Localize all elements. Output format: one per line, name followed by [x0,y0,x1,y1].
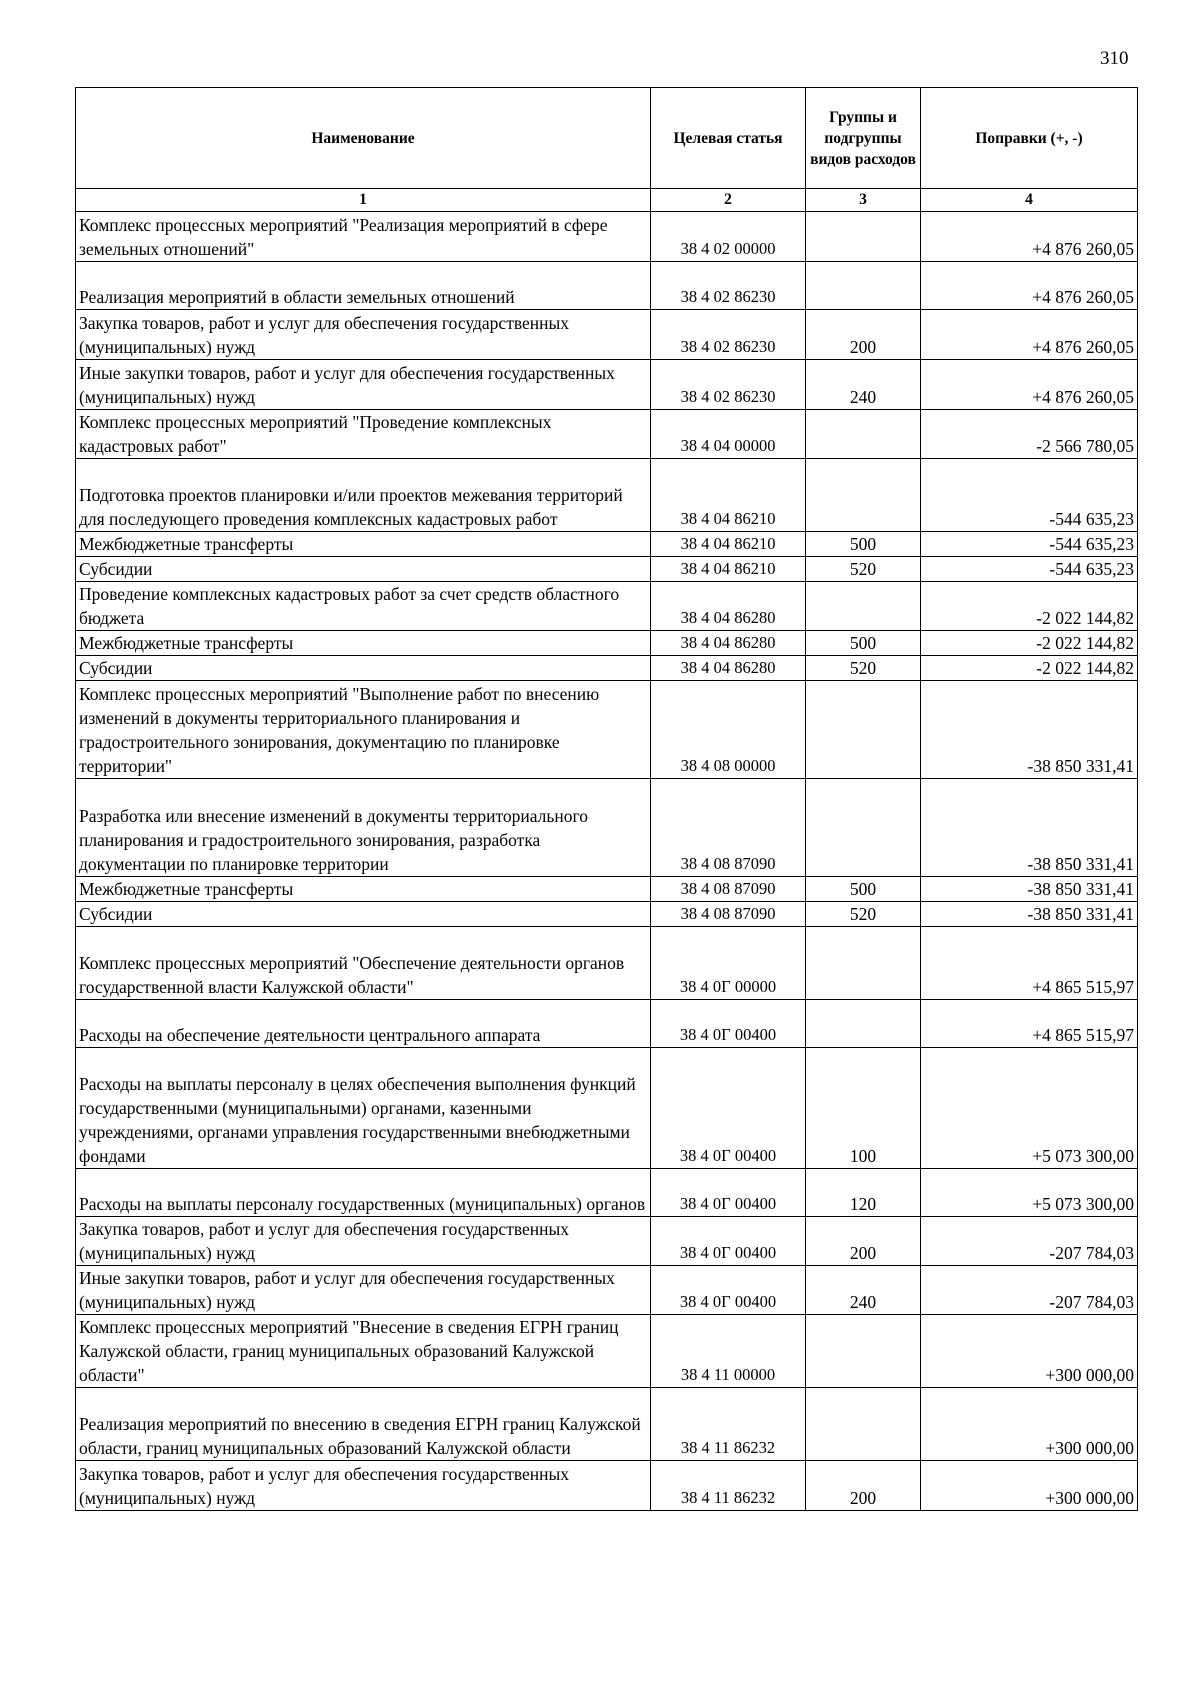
table-row [76,1217,1138,1266]
row-expense-group [806,681,921,779]
table-row [76,902,1138,927]
budget-amendments-table [75,87,1138,1511]
row-name: Субсидии [76,902,651,927]
row-amount: -544 635,23 [921,459,1138,532]
row-name: Реализация мероприятий по внесению в сведения ЕГРН границ Калужской области, границ муниципальных образований Калужской области [76,1388,651,1461]
row-amount: -38 850 331,41 [921,779,1138,877]
row-target-code: 38 4 08 87090 [651,902,806,927]
table-row [76,360,1138,410]
header-group: Группы и подгруппы видов расходов [806,88,921,189]
row-target-code: 38 4 11 00000 [651,1315,806,1388]
row-name: Разработка или внесение изменений в документы территориального планирования и градостроительного зонирования, разработка документации по планировке территории [76,779,651,877]
table-row [76,1461,1138,1511]
column-number: 1 [76,189,651,212]
row-amount: -2 022 144,82 [921,656,1138,681]
table-row [76,212,1138,262]
row-amount: -38 850 331,41 [921,681,1138,779]
row-amount: -207 784,03 [921,1266,1138,1315]
row-amount: -38 850 331,41 [921,877,1138,902]
table-row [76,459,1138,532]
table-row [76,1266,1138,1315]
page-number: 310 [1100,48,1129,69]
row-name: Межбюджетные трансферты [76,631,651,656]
row-name: Комплекс процессных мероприятий "Выполнение работ по внесению изменений в документы территориального планирования и градостроительного зонирования, документацию по планировке территории" [76,681,651,779]
row-target-code: 38 4 04 86210 [651,557,806,582]
row-expense-group: 500 [806,631,921,656]
column-number: 4 [921,189,1138,212]
table-row [76,1000,1138,1048]
row-expense-group [806,927,921,1000]
row-expense-group: 200 [806,1461,921,1511]
row-name: Расходы на выплаты персоналу в целях обеспечения выполнения функций государственными (муниципальными) органами, казенными учреждениями, органами управления государственными внебюджетными фондами [76,1048,651,1169]
row-expense-group [806,262,921,310]
row-target-code: 38 4 08 87090 [651,877,806,902]
row-expense-group: 240 [806,360,921,410]
row-amount: +300 000,00 [921,1461,1138,1511]
row-name: Иные закупки товаров, работ и услуг для обеспечения государственных (муниципальных) нужд [76,1266,651,1315]
row-target-code: 38 4 02 86230 [651,360,806,410]
row-expense-group: 500 [806,532,921,557]
row-expense-group [806,779,921,877]
row-target-code: 38 4 11 86232 [651,1388,806,1461]
row-name: Расходы на выплаты персоналу государственных (муниципальных) органов [76,1169,651,1217]
column-number: 2 [651,189,806,212]
row-expense-group [806,410,921,459]
row-expense-group [806,1388,921,1461]
row-amount: +4 876 260,05 [921,310,1138,360]
column-number-row [76,189,1138,212]
table-row [76,656,1138,681]
row-name: Субсидии [76,656,651,681]
row-amount: +4 865 515,97 [921,1000,1138,1048]
table-row [76,557,1138,582]
row-amount: +300 000,00 [921,1315,1138,1388]
row-target-code: 38 4 0Г 00400 [651,1217,806,1266]
row-name: Комплекс процессных мероприятий "Внесение в сведения ЕГРН границ Калужской области, границ муниципальных образований Калужской области" [76,1315,651,1388]
row-name: Межбюджетные трансферты [76,532,651,557]
row-expense-group [806,582,921,631]
row-name: Субсидии [76,557,651,582]
row-amount: -207 784,03 [921,1217,1138,1266]
row-target-code: 38 4 02 86230 [651,310,806,360]
table-row [76,779,1138,877]
row-target-code: 38 4 11 86232 [651,1461,806,1511]
row-name: Проведение комплексных кадастровых работ за счет средств областного бюджета [76,582,651,631]
table-row [76,927,1138,1000]
table-row [76,1169,1138,1217]
row-expense-group: 100 [806,1048,921,1169]
row-target-code: 38 4 04 86210 [651,532,806,557]
row-expense-group: 500 [806,877,921,902]
header-amount: Поправки (+, -) [921,88,1138,189]
row-amount: -2 566 780,05 [921,410,1138,459]
row-name: Подготовка проектов планировки и/или проектов межевания территорий для последующего проведения комплексных кадастровых работ [76,459,651,532]
table-row [76,877,1138,902]
row-target-code: 38 4 02 00000 [651,212,806,262]
row-name: Закупка товаров, работ и услуг для обеспечения государственных (муниципальных) нужд [76,1461,651,1511]
row-expense-group: 240 [806,1266,921,1315]
table-row [76,532,1138,557]
table-row [76,1048,1138,1169]
row-target-code: 38 4 04 86280 [651,656,806,681]
row-target-code: 38 4 0Г 00400 [651,1048,806,1169]
row-amount: +5 073 300,00 [921,1169,1138,1217]
row-name: Комплекс процессных мероприятий "Обеспечение деятельности органов государственной власти Калужской области" [76,927,651,1000]
row-expense-group: 520 [806,656,921,681]
row-expense-group [806,1315,921,1388]
table-row [76,582,1138,631]
table-row [76,262,1138,310]
row-name: Закупка товаров, работ и услуг для обеспечения государственных (муниципальных) нужд [76,1217,651,1266]
table-row [76,1388,1138,1461]
row-expense-group: 520 [806,557,921,582]
row-target-code: 38 4 08 00000 [651,681,806,779]
table-row [76,410,1138,459]
row-amount: -544 635,23 [921,557,1138,582]
column-number: 3 [806,189,921,212]
header-name: Наименование [76,88,651,189]
row-target-code: 38 4 04 00000 [651,410,806,459]
row-expense-group [806,212,921,262]
row-target-code: 38 4 04 86280 [651,582,806,631]
row-expense-group [806,459,921,532]
table-row [76,681,1138,779]
row-name: Иные закупки товаров, работ и услуг для обеспечения государственных (муниципальных) нужд [76,360,651,410]
row-amount: +4 876 260,05 [921,212,1138,262]
row-target-code: 38 4 04 86280 [651,631,806,656]
row-amount: -2 022 144,82 [921,582,1138,631]
row-amount: +4 876 260,05 [921,360,1138,410]
row-amount: +300 000,00 [921,1388,1138,1461]
row-expense-group: 200 [806,310,921,360]
row-amount: -544 635,23 [921,532,1138,557]
row-expense-group: 520 [806,902,921,927]
table-row [76,310,1138,360]
header-code: Целевая статья [651,88,806,189]
row-target-code: 38 4 0Г 00400 [651,1169,806,1217]
row-target-code: 38 4 04 86210 [651,459,806,532]
row-name: Закупка товаров, работ и услуг для обеспечения государственных (муниципальных) нужд [76,310,651,360]
header-row [76,88,1138,189]
row-amount: -2 022 144,82 [921,631,1138,656]
row-name: Комплекс процессных мероприятий "Реализация мероприятий в сфере земельных отношений" [76,212,651,262]
row-name: Комплекс процессных мероприятий "Проведение комплексных кадастровых работ" [76,410,651,459]
row-expense-group: 120 [806,1169,921,1217]
row-amount: +5 073 300,00 [921,1048,1138,1169]
row-target-code: 38 4 02 86230 [651,262,806,310]
row-target-code: 38 4 0Г 00400 [651,1266,806,1315]
row-name: Межбюджетные трансферты [76,877,651,902]
row-name: Реализация мероприятий в области земельных отношений [76,262,651,310]
row-target-code: 38 4 0Г 00400 [651,1000,806,1048]
table-row [76,631,1138,656]
row-expense-group [806,1000,921,1048]
row-target-code: 38 4 0Г 00000 [651,927,806,1000]
row-target-code: 38 4 08 87090 [651,779,806,877]
row-expense-group: 200 [806,1217,921,1266]
row-amount: +4 876 260,05 [921,262,1138,310]
row-name: Расходы на обеспечение деятельности центрального аппарата [76,1000,651,1048]
row-amount: -38 850 331,41 [921,902,1138,927]
row-amount: +4 865 515,97 [921,927,1138,1000]
table-row [76,1315,1138,1388]
